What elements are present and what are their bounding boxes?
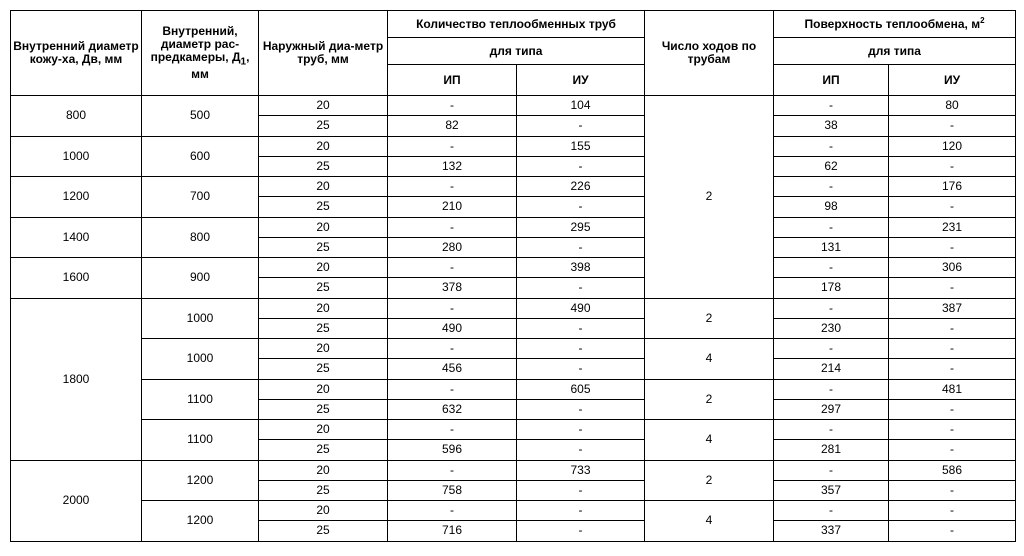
chamber-diameter-cell: 1100 [142, 420, 259, 461]
passes-cell: 2 [645, 298, 774, 339]
surface-iu-cell: 176 [889, 177, 1016, 197]
shell-diameter-cell: 1200 [11, 177, 142, 218]
surface-ip-cell: 297 [774, 399, 889, 419]
surface-iu-cell: - [889, 278, 1016, 298]
table-row [11, 501, 1016, 521]
surface-iu-cell: - [889, 480, 1016, 500]
table-row [11, 298, 1016, 318]
tube-count-ip-cell: - [388, 177, 517, 197]
table-row [11, 379, 1016, 399]
tube-count-ip-cell: - [388, 136, 517, 156]
table-row [11, 96, 1016, 116]
header-count-ip: ИП [388, 65, 517, 96]
shell-diameter-cell: 800 [11, 96, 142, 137]
tube-count-ip-cell: - [388, 379, 517, 399]
tube-count-ip-cell: - [388, 420, 517, 440]
tube-diameter-cell: 25 [259, 399, 388, 419]
surface-ip-cell: 38 [774, 116, 889, 136]
header-count-iu: ИУ [517, 65, 645, 96]
chamber-diameter-cell: 1000 [142, 339, 259, 380]
header-shell-diameter: Внутренний диаметр кожу-ха, Дв, мм [11, 11, 142, 96]
tube-diameter-cell: 20 [259, 177, 388, 197]
surface-ip-cell: 62 [774, 156, 889, 176]
surface-ip-cell: - [774, 177, 889, 197]
tube-count-ip-cell: 210 [388, 197, 517, 217]
surface-iu-cell: - [889, 237, 1016, 257]
surface-ip-cell: 357 [774, 480, 889, 500]
chamber-diameter-cell: 1100 [142, 379, 259, 420]
surface-ip-cell: - [774, 258, 889, 278]
surface-iu-cell: 586 [889, 460, 1016, 480]
tube-diameter-cell: 25 [259, 116, 388, 136]
passes-cell: 4 [645, 420, 774, 461]
tube-count-iu-cell: - [517, 156, 645, 176]
tube-diameter-cell: 20 [259, 298, 388, 318]
shell-diameter-cell: 2000 [11, 460, 142, 541]
surface-ip-cell: - [774, 460, 889, 480]
surface-ip-cell: 214 [774, 359, 889, 379]
tube-count-ip-cell: 632 [388, 399, 517, 419]
surface-ip-cell: - [774, 420, 889, 440]
tube-count-iu-cell: - [517, 197, 645, 217]
tube-count-ip-cell: 456 [388, 359, 517, 379]
shell-diameter-cell: 1400 [11, 217, 142, 258]
tube-count-ip-cell: 132 [388, 156, 517, 176]
chamber-diameter-cell: 1000 [142, 298, 259, 339]
tube-count-iu-cell: - [517, 116, 645, 136]
surface-ip-cell: 178 [774, 278, 889, 298]
surface-iu-cell: 80 [889, 96, 1016, 116]
tube-count-iu-cell: - [517, 237, 645, 257]
tube-count-ip-cell: 280 [388, 237, 517, 257]
tube-diameter-cell: 20 [259, 460, 388, 480]
tube-count-ip-cell: 378 [388, 278, 517, 298]
surface-ip-cell: 98 [774, 197, 889, 217]
tube-count-iu-cell: 295 [517, 217, 645, 237]
tube-diameter-cell: 25 [259, 440, 388, 460]
tube-count-ip-cell: - [388, 258, 517, 278]
shell-diameter-cell: 1800 [11, 298, 142, 460]
tube-count-iu-cell: - [517, 440, 645, 460]
table-row [11, 258, 1016, 278]
tube-diameter-cell: 20 [259, 136, 388, 156]
tube-count-iu-cell: 155 [517, 136, 645, 156]
surface-iu-cell: - [889, 116, 1016, 136]
tube-count-iu-cell: - [517, 501, 645, 521]
surface-iu-cell: 120 [889, 136, 1016, 156]
surface-iu-cell: - [889, 501, 1016, 521]
tube-diameter-cell: 25 [259, 318, 388, 338]
shell-diameter-cell: 1000 [11, 136, 142, 177]
tube-count-ip-cell: 596 [388, 440, 517, 460]
table-header [11, 11, 1016, 96]
table-body [11, 96, 1016, 542]
tube-count-ip-cell: 758 [388, 480, 517, 500]
tube-count-iu-cell: 398 [517, 258, 645, 278]
tube-count-ip-cell: 490 [388, 318, 517, 338]
shell-diameter-cell: 1600 [11, 258, 142, 299]
passes-cell: 2 [645, 379, 774, 420]
surface-iu-cell: - [889, 197, 1016, 217]
surface-iu-cell: - [889, 399, 1016, 419]
tube-diameter-cell: 20 [259, 420, 388, 440]
tube-diameter-cell: 25 [259, 156, 388, 176]
table-row [11, 339, 1016, 359]
surface-iu-cell: - [889, 318, 1016, 338]
chamber-diameter-cell: 500 [142, 96, 259, 137]
tube-count-ip-cell: 82 [388, 116, 517, 136]
heat-exchanger-spec-table [10, 10, 1016, 542]
surface-ip-cell: - [774, 96, 889, 116]
surface-ip-cell: 337 [774, 521, 889, 541]
passes-cell: 4 [645, 339, 774, 380]
tube-diameter-cell: 25 [259, 278, 388, 298]
tube-count-iu-cell: - [517, 399, 645, 419]
surface-iu-cell: - [889, 359, 1016, 379]
tube-count-ip-cell: - [388, 339, 517, 359]
chamber-diameter-cell: 800 [142, 217, 259, 258]
tube-diameter-cell: 20 [259, 217, 388, 237]
tube-count-iu-cell: - [517, 359, 645, 379]
tube-count-ip-cell: - [388, 96, 517, 116]
table-row [11, 460, 1016, 480]
tube-count-ip-cell: - [388, 501, 517, 521]
chamber-diameter-cell: 600 [142, 136, 259, 177]
tube-count-ip-cell: - [388, 460, 517, 480]
tube-diameter-cell: 25 [259, 480, 388, 500]
surface-ip-cell: - [774, 136, 889, 156]
surface-iu-cell: - [889, 156, 1016, 176]
tube-diameter-cell: 25 [259, 197, 388, 217]
tube-diameter-cell: 25 [259, 237, 388, 257]
table-row [11, 177, 1016, 197]
surface-ip-cell: 230 [774, 318, 889, 338]
table-row [11, 136, 1016, 156]
surface-iu-cell: - [889, 521, 1016, 541]
tube-count-iu-cell: 490 [517, 298, 645, 318]
tube-count-iu-cell: 226 [517, 177, 645, 197]
chamber-diameter-cell: 1200 [142, 460, 259, 501]
tube-count-iu-cell: 104 [517, 96, 645, 116]
tube-diameter-cell: 20 [259, 339, 388, 359]
tube-diameter-cell: 20 [259, 379, 388, 399]
chamber-diameter-cell: 900 [142, 258, 259, 299]
surface-ip-cell: - [774, 501, 889, 521]
header-surface-for-type: для типа [774, 38, 1016, 65]
tube-diameter-cell: 25 [259, 521, 388, 541]
header-surface-iu: ИУ [889, 65, 1016, 96]
surface-ip-cell: 131 [774, 237, 889, 257]
tube-count-ip-cell: - [388, 298, 517, 318]
surface-iu-cell: 481 [889, 379, 1016, 399]
surface-iu-cell: - [889, 339, 1016, 359]
header-count-for-type: для типа [388, 38, 645, 65]
surface-iu-cell: - [889, 420, 1016, 440]
passes-cell: 2 [645, 96, 774, 299]
passes-cell: 2 [645, 460, 774, 501]
header-chamber-diameter: Внутренний, диаметр рас-предкамеры, $Д_1$, мм [142, 11, 259, 96]
tube-count-ip-cell: 716 [388, 521, 517, 541]
chamber-diameter-cell: 1200 [142, 501, 259, 542]
tube-diameter-cell: 25 [259, 359, 388, 379]
surface-iu-cell: 231 [889, 217, 1016, 237]
surface-ip-cell: - [774, 379, 889, 399]
header-surface-ip: ИП [774, 65, 889, 96]
surface-ip-cell: 281 [774, 440, 889, 460]
tube-count-iu-cell: 605 [517, 379, 645, 399]
table-row [11, 217, 1016, 237]
surface-iu-cell: - [889, 440, 1016, 460]
tube-diameter-cell: 20 [259, 258, 388, 278]
tube-count-iu-cell: - [517, 521, 645, 541]
header-surface: Поверхность теплообмена, $м^2$ [774, 11, 1016, 38]
tube-count-iu-cell: - [517, 480, 645, 500]
surface-ip-cell: - [774, 298, 889, 318]
passes-cell: 4 [645, 501, 774, 542]
surface-iu-cell: 387 [889, 298, 1016, 318]
header-passes: Число ходов по трубам [645, 11, 774, 96]
tube-count-iu-cell: - [517, 278, 645, 298]
surface-iu-cell: 306 [889, 258, 1016, 278]
header-tube-count: Количество теплообменных труб [388, 11, 645, 38]
header-tube-diameter: Наружный диа-метр труб, мм [259, 11, 388, 96]
tube-count-iu-cell: 733 [517, 460, 645, 480]
surface-ip-cell: - [774, 339, 889, 359]
table-row [11, 420, 1016, 440]
tube-diameter-cell: 20 [259, 96, 388, 116]
surface-ip-cell: - [774, 217, 889, 237]
chamber-diameter-cell: 700 [142, 177, 259, 218]
tube-diameter-cell: 20 [259, 501, 388, 521]
tube-count-iu-cell: - [517, 420, 645, 440]
tube-count-iu-cell: - [517, 339, 645, 359]
tube-count-iu-cell: - [517, 318, 645, 338]
tube-count-ip-cell: - [388, 217, 517, 237]
